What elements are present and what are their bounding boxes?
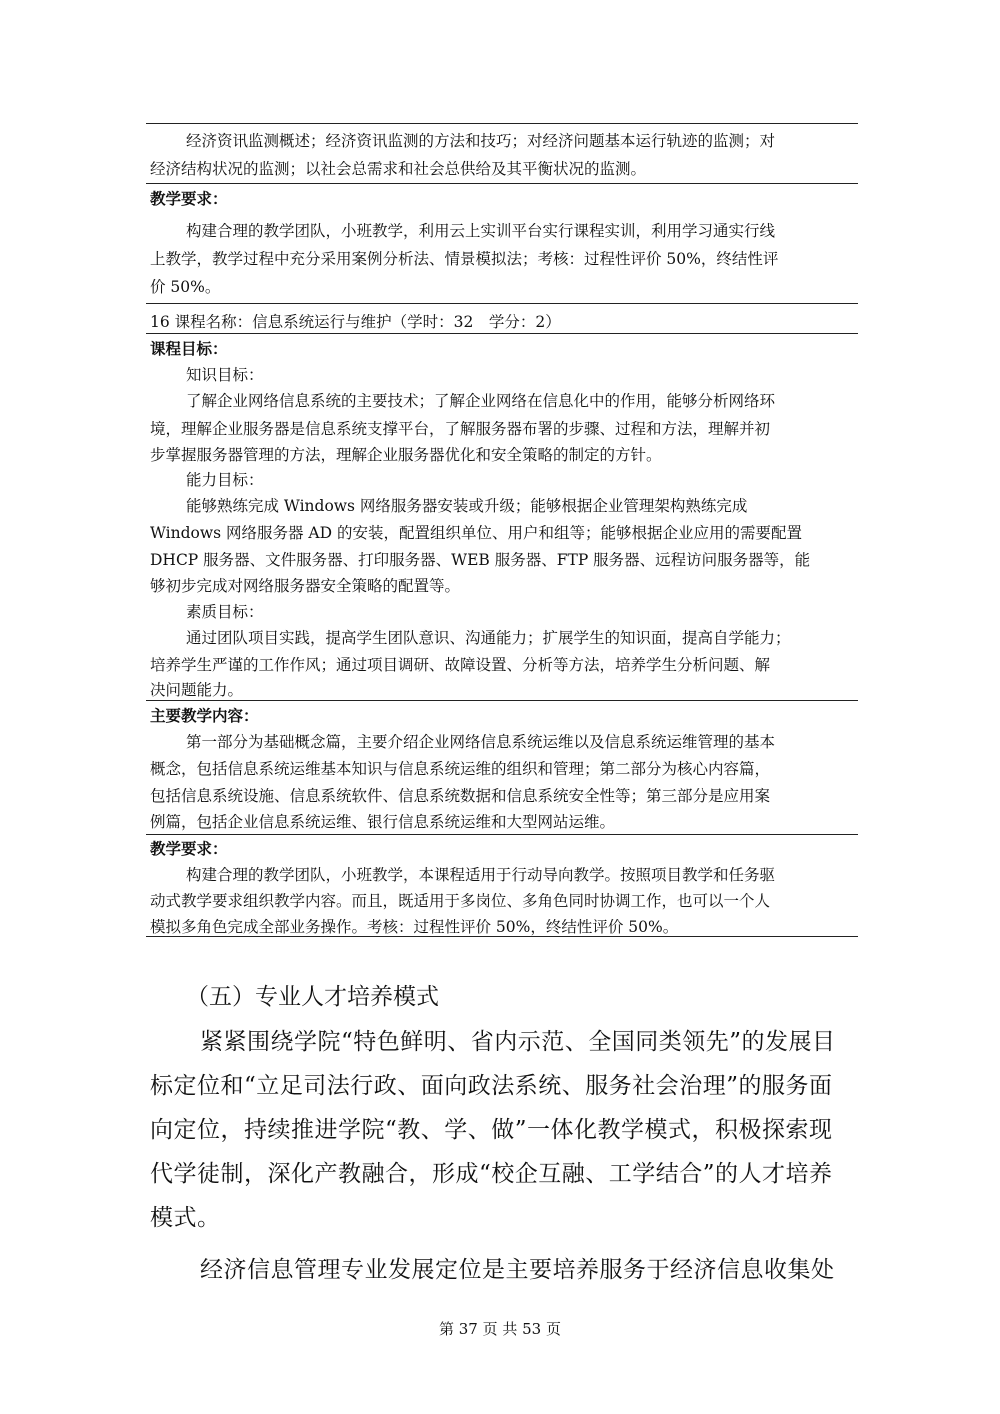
content-line: 培养学生严谨的工作作风；通过项目调研、故障设置、分析等方法，培养学生分析问题、解 xyxy=(150,656,771,674)
section-label: 教学要求： xyxy=(150,839,228,858)
section-heading: （五）专业人才培养模式 xyxy=(186,984,439,1010)
body-line: 向定位，持续推进学院“教、学、做”一体化教学模式，积极探索现 xyxy=(150,1117,833,1143)
body-line: 模式。 xyxy=(150,1205,221,1231)
body-line: 经济信息管理专业发展定位是主要培养服务于经济信息收集处 xyxy=(200,1257,835,1283)
content-line: 通过团队项目实践，提高学生团队意识、沟通能力；扩展学生的知识面，提高自学能力； xyxy=(186,629,791,647)
content-line: 概念，包括信息系统运维基本知识与信息系统运维的组织和管理；第二部分为核心内容篇， xyxy=(150,760,771,778)
content-line: 构建合理的教学团队，小班教学，利用云上实训平台实行课程实训，利用学习通实行线 xyxy=(186,222,776,240)
body-line: 标定位和“立足司法行政、面向政法系统、服务社会治理”的服务面 xyxy=(150,1073,833,1099)
content-line: 境，理解企业服务器是信息系统支撑平台，了解服务器布署的步骤、过程和方法，理解并初 xyxy=(150,420,771,438)
table-rule xyxy=(146,303,858,304)
content-line: 经济资讯监测概述；经济资讯监测的方法和技巧；对经济问题基本运行轨迹的监测；对 xyxy=(186,132,776,150)
content-line: 例篇，包括企业信息系统运维、银行信息系统运维和大型网站运维。 xyxy=(150,813,616,831)
content-line: 价 50%。 xyxy=(150,278,221,296)
content-line: DHCP 服务器、文件服务器、打印服务器、WEB 服务器、FTP 服务器、远程访问服务器等，能 xyxy=(150,551,811,569)
body-line: 紧紧围绕学院“特色鲜明、省内示范、全国同类领先”的发展目 xyxy=(200,1029,836,1055)
sub-label: 知识目标： xyxy=(186,366,264,384)
content-line: 够初步完成对网络服务器安全策略的配置等。 xyxy=(150,577,461,595)
section-label: 主要教学内容： xyxy=(150,706,259,725)
content-line: 第一部分为基础概念篇，主要介绍企业网络信息系统运维以及信息系统运维管理的基本 xyxy=(186,733,776,751)
content-line: 构建合理的教学团队，小班教学，本课程适用于行动导向教学。按照项目教学和任务驱 xyxy=(186,866,776,884)
content-line: 步掌握服务器管理的方法，理解企业服务器优化和安全策略的制定的方针。 xyxy=(150,446,662,464)
content-line: 了解企业网络信息系统的主要技术；了解企业网络在信息化中的作用，能够分析网络环 xyxy=(186,392,776,410)
content-line: 能够熟练完成 Windows 网络服务器安装或升级；能够根据企业管理架构熟练完成 xyxy=(186,497,748,515)
course-title: 16 课程名称：信息系统运行与维护（学时：32 学分：2） xyxy=(150,313,561,331)
section-label: 课程目标： xyxy=(150,339,228,358)
sub-label: 能力目标： xyxy=(186,471,264,489)
page-number: 第 37 页 共 53 页 xyxy=(438,1320,561,1338)
body-line: 代学徒制，深化产教融合，形成“校企互融、工学结合”的人才培养 xyxy=(150,1161,833,1187)
content-line: 上教学，教学过程中充分采用案例分析法、情景模拟法；考核：过程性评价 50%，终结性评 xyxy=(150,250,779,268)
sub-label: 素质目标： xyxy=(186,603,264,621)
section-label: 教学要求： xyxy=(150,189,228,208)
content-line: 包括信息系统设施、信息系统软件、信息系统数据和信息系统安全性等；第三部分是应用案 xyxy=(150,787,771,805)
content-line: 动式教学要求组织教学内容。而且，既适用于多岗位、多角色同时协调工作，也可以一个人 xyxy=(150,892,771,910)
content-line: 经济结构状况的监测；以社会总需求和社会总供给及其平衡状况的监测。 xyxy=(150,160,647,178)
content-line: 决问题能力。 xyxy=(150,681,244,699)
content-line: 模拟多角色完成全部业务操作。考核：过程性评价 50%，终结性评价 50%。 xyxy=(150,918,679,936)
table-rule xyxy=(146,123,858,124)
content-line: Windows 网络服务器 AD 的安装，配置组织单位、用户和组等；能够根据企业应用的需要配置 xyxy=(150,524,802,542)
